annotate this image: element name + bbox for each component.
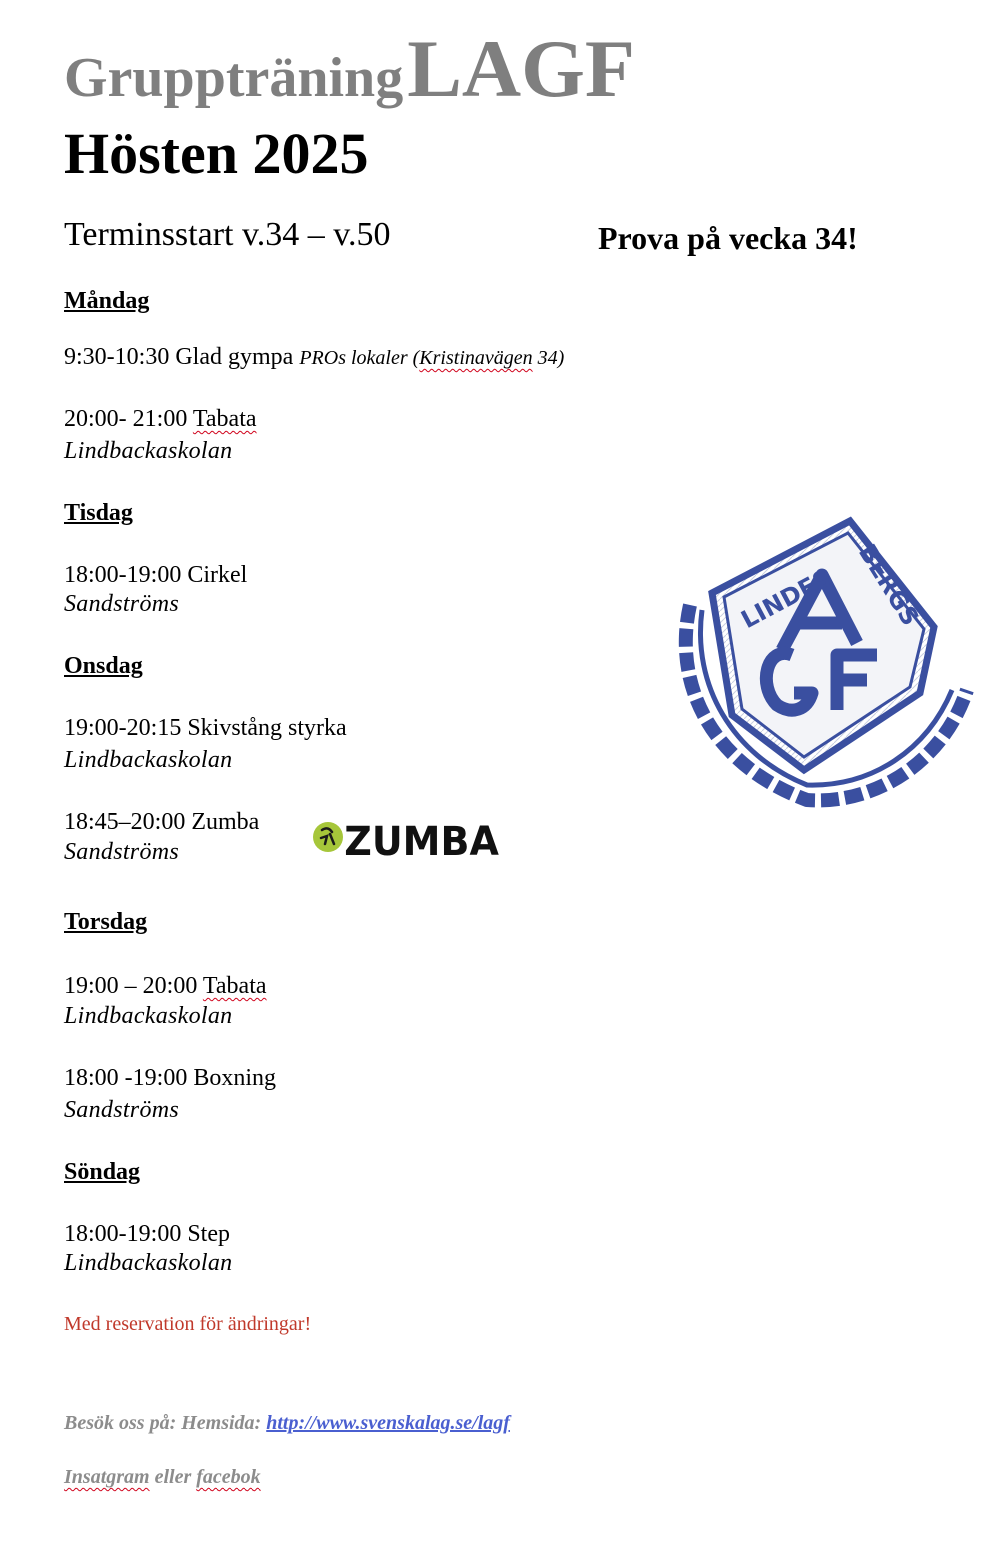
day-sunday: Söndag bbox=[64, 1159, 141, 1185]
page-title bbox=[64, 22, 635, 116]
club-badge bbox=[672, 515, 972, 810]
session-location: Lindbackaskolan bbox=[64, 1003, 233, 1029]
badge-text-left: LINDES bbox=[736, 563, 837, 635]
badge-text-right: BERGS bbox=[852, 539, 925, 631]
day-tuesday: Tisdag bbox=[64, 500, 133, 526]
session-time: 19:00 – 20:00 bbox=[64, 973, 203, 999]
title-word: Gruppträning bbox=[64, 47, 404, 109]
session-location: Sandströms bbox=[64, 1097, 180, 1123]
title-club: LAGF bbox=[407, 23, 635, 114]
footer-visit-label: Besök oss på: Hemsida: bbox=[64, 1412, 267, 1434]
footer-visit bbox=[64, 1412, 510, 1435]
zumba-logo bbox=[312, 812, 499, 866]
session-activity: Tabata bbox=[192, 406, 257, 432]
day-thursday: Torsdag bbox=[64, 909, 148, 935]
session-tuesday-1: 18:00-19:00 Cirkel bbox=[64, 562, 248, 588]
session-wednesday-2: 18:45–20:00 Zumba bbox=[64, 809, 260, 835]
zumba-wordmark: ZUMBA bbox=[344, 819, 499, 866]
session-location: Lindbackaskolan bbox=[64, 747, 233, 773]
session-monday-2 bbox=[64, 406, 257, 433]
day-monday: Måndag bbox=[64, 288, 150, 314]
location-street: Kristinavägen bbox=[419, 347, 533, 369]
location-part: 34) bbox=[532, 347, 565, 369]
session-thursday-1 bbox=[64, 973, 267, 1000]
website-link[interactable]: http://www.svenskalag.se/lagf bbox=[266, 1412, 510, 1434]
session-monday-1 bbox=[64, 344, 564, 371]
club-badge-icon bbox=[672, 515, 972, 810]
promo-text: Prova på vecka 34! bbox=[598, 220, 858, 256]
term-dates: Terminsstart v.34 – v.50 bbox=[64, 216, 391, 253]
session-sunday-1: 18:00-19:00 Step bbox=[64, 1221, 230, 1247]
day-wednesday: Onsdag bbox=[64, 653, 143, 679]
facebook-text: facebok bbox=[196, 1466, 261, 1488]
session-wednesday-1: 19:00-20:15 Skivstång styrka bbox=[64, 715, 347, 741]
location-part: PROs lokaler ( bbox=[299, 347, 420, 369]
session-time: 20:00- 21:00 bbox=[64, 406, 193, 432]
session-location: Sandströms bbox=[64, 591, 180, 617]
social-conjunction: eller bbox=[149, 1466, 197, 1488]
session-location: Sandströms bbox=[64, 839, 180, 865]
session-location: Lindbackaskolan bbox=[64, 438, 233, 464]
session-location bbox=[299, 347, 564, 369]
instagram-text: Insatgram bbox=[64, 1466, 150, 1488]
reservation-notice: Med reservation för ändringar! bbox=[64, 1313, 312, 1335]
session-location: Lindbackaskolan bbox=[64, 1250, 233, 1276]
session-time: 9:30-10:30 Glad gympa bbox=[64, 344, 294, 370]
session-thursday-2: 18:00 -19:00 Boxning bbox=[64, 1065, 277, 1091]
page-subtitle: Hösten 2025 bbox=[64, 121, 369, 186]
zumba-logo-icon bbox=[312, 812, 499, 866]
footer-social bbox=[64, 1466, 261, 1489]
session-activity: Tabata bbox=[202, 973, 267, 999]
